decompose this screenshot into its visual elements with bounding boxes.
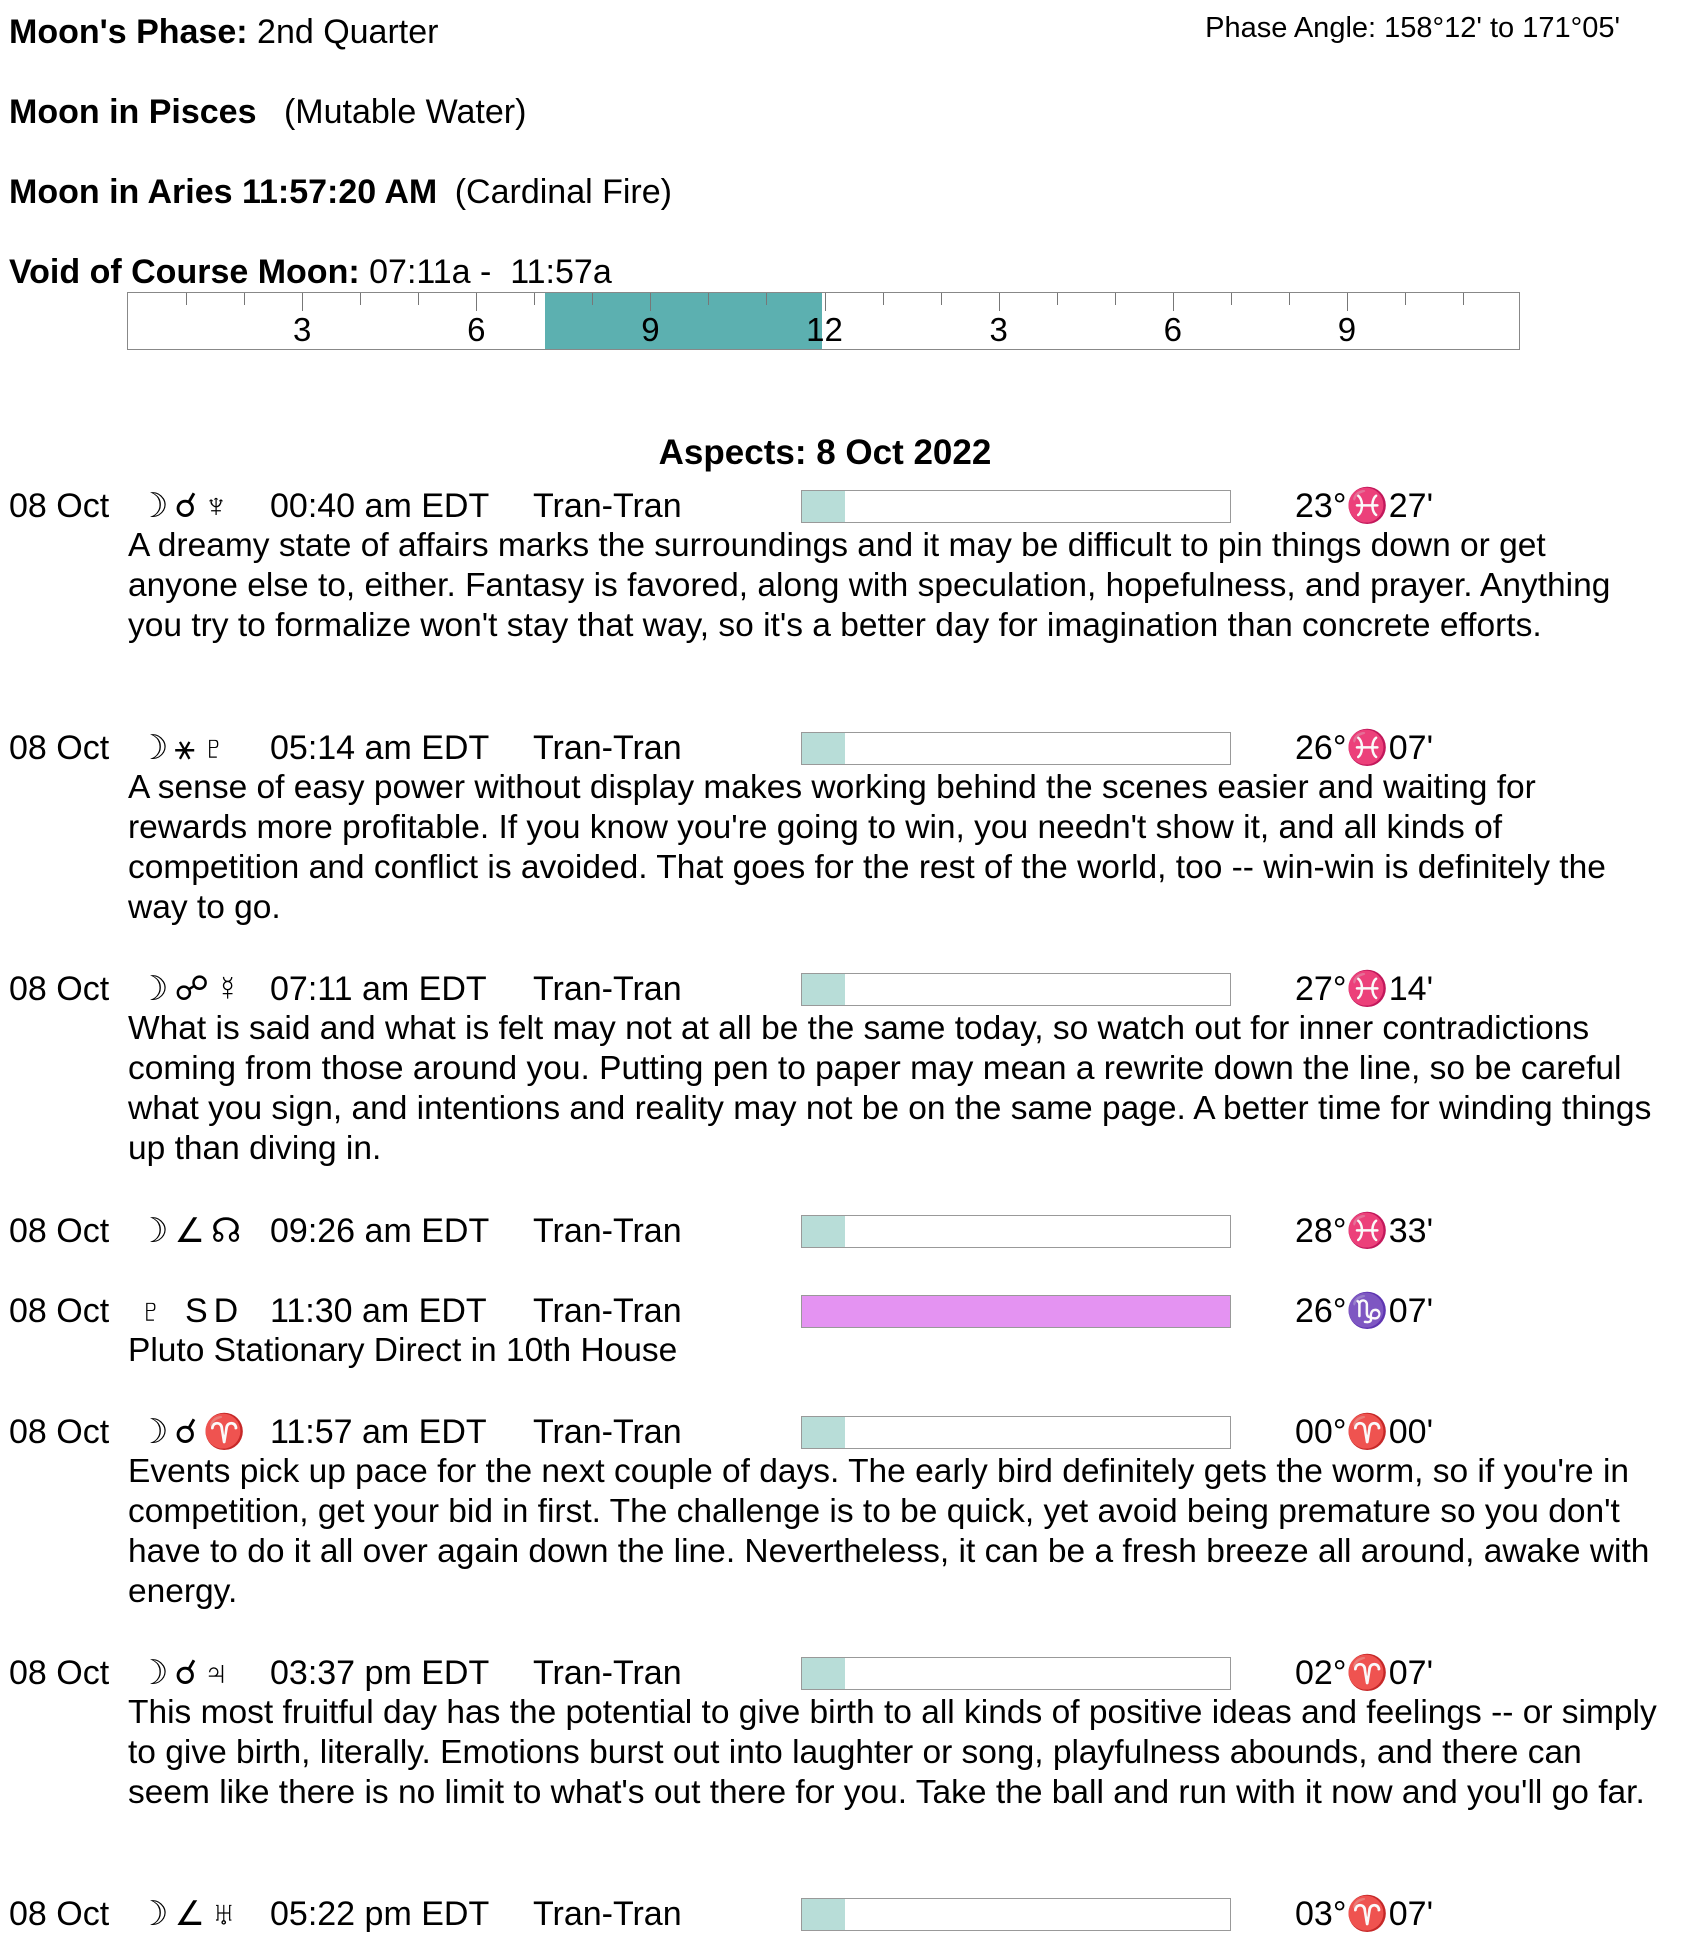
timeline-hour-label: 3 xyxy=(292,311,312,348)
phase-angle-value: 158°12' to 171°05' xyxy=(1384,12,1620,44)
timeline-tick xyxy=(999,293,1000,311)
aspect-strength-bar xyxy=(801,490,1231,523)
aspect-strength-bar xyxy=(801,1898,1231,1931)
timeline-tick xyxy=(1289,293,1290,305)
aspect-strength-bar xyxy=(801,1657,1231,1690)
aspect-glyphs: ☽☍☿ xyxy=(138,970,247,1008)
moon-phase-value: 2nd Quarter xyxy=(257,13,439,51)
aspect-time: 05:22 pm EDT xyxy=(270,1895,490,1933)
phase-angle-label: Phase Angle: xyxy=(1205,12,1377,44)
void-of-course-timeline xyxy=(127,292,1520,350)
aspect-time: 07:11 am EDT xyxy=(270,970,487,1008)
timeline-tick xyxy=(766,293,767,305)
aspect-type: Tran-Tran xyxy=(533,1292,682,1330)
aspect-date: 08 Oct xyxy=(9,1413,110,1451)
void-of-course-value: 07:11a - 11:57a xyxy=(369,253,612,291)
timeline-tick xyxy=(1463,293,1464,305)
timeline-hour-label: 6 xyxy=(1163,311,1182,348)
aspect-strength-fill xyxy=(802,1417,845,1448)
aspect-strength-bar xyxy=(801,1416,1231,1449)
moon-sign-label-1: Moon in Pisces xyxy=(9,93,257,131)
timeline-tick xyxy=(1231,293,1232,305)
timeline-tick xyxy=(534,293,535,305)
aspect-strength-bar xyxy=(801,1215,1231,1248)
aspect-type: Tran-Tran xyxy=(533,1654,682,1692)
aspect-header-line xyxy=(0,1653,1684,1693)
aspect-glyphs: ☽☌♆ xyxy=(138,487,235,525)
aspect-date: 08 Oct xyxy=(9,1895,110,1933)
aspect-strength-fill xyxy=(802,733,845,764)
aspect-type: Tran-Tran xyxy=(533,729,682,767)
aspect-entry xyxy=(0,1412,1684,1612)
moon-sign-value-1: (Mutable Water) xyxy=(283,93,527,131)
aspect-type: Tran-Tran xyxy=(533,487,682,525)
aspect-entry xyxy=(0,1894,1684,1934)
aspect-date: 08 Oct xyxy=(9,1654,110,1692)
aspect-entry xyxy=(0,728,1684,928)
phase-angle xyxy=(1205,10,1620,46)
aspect-position: 23°♓27' xyxy=(1295,487,1434,525)
timeline-tick xyxy=(244,293,245,305)
aspect-header-line xyxy=(0,1412,1684,1452)
timeline-tick xyxy=(650,293,651,311)
timeline-tick xyxy=(418,293,419,305)
timeline-tick xyxy=(1405,293,1406,305)
aspect-header-line xyxy=(0,1211,1684,1251)
aspect-entry xyxy=(0,1291,1684,1371)
aspect-position: 28°♓33' xyxy=(1295,1212,1434,1250)
timeline-tick xyxy=(1347,293,1348,311)
aspect-strength-fill xyxy=(802,1899,845,1930)
timeline-tick xyxy=(360,293,361,305)
aspect-position: 26°♓07' xyxy=(1295,729,1434,767)
timeline-tick xyxy=(825,293,826,311)
timeline-tick xyxy=(302,293,303,311)
aspect-entry xyxy=(0,486,1684,646)
aspect-position: 27°♓14' xyxy=(1295,970,1434,1008)
aspect-strength-bar xyxy=(801,1295,1231,1328)
aspect-strength-fill xyxy=(802,1296,1230,1327)
aspect-description: A dreamy state of affairs marks the surroundings and it may be difficult to pin things down or get anyone else to, either. Fantasy is favored, along with speculation, hopefulness, and prayer. Anything you try to formalize won't stay that way, so it's a better day for imagination than concrete efforts. xyxy=(128,527,1611,644)
aspect-position: 00°♈00' xyxy=(1295,1413,1434,1451)
aspect-time: 11:30 am EDT xyxy=(270,1292,487,1330)
timeline-tick xyxy=(1173,293,1174,311)
aspect-glyphs: ☽∠♅ xyxy=(138,1895,243,1933)
aspect-strength-fill xyxy=(802,974,845,1005)
aspect-date: 08 Oct xyxy=(9,1292,110,1330)
aspect-strength-bar xyxy=(801,973,1231,1006)
aspect-date: 08 Oct xyxy=(9,487,110,525)
aspect-entry xyxy=(0,1653,1684,1813)
aspect-strength-bar xyxy=(801,732,1231,765)
timeline-tick xyxy=(1115,293,1116,305)
aspect-glyphs: ♇ SD xyxy=(138,1292,245,1330)
aspect-time: 00:40 am EDT xyxy=(270,487,490,525)
moon-sign-row-2 xyxy=(9,172,672,212)
aspect-type: Tran-Tran xyxy=(533,970,682,1008)
aspect-position: 02°♈07' xyxy=(1295,1654,1434,1692)
aspect-description: What is said and what is felt may not at all be the same today, so watch out for inner contradictions coming from those around you. Putting pen to paper may mean a rewrite down the line, so be careful what you sign, and intentions and reality may not be on the same page. A better time for winding things up than diving in. xyxy=(128,1010,1652,1167)
timeline-hour-label: 12 xyxy=(806,311,843,348)
aspect-type: Tran-Tran xyxy=(533,1895,682,1933)
aspect-time: 11:57 am EDT xyxy=(270,1413,487,1451)
moon-phase-row xyxy=(9,12,438,52)
timeline-hour-label: 9 xyxy=(1337,311,1357,348)
timeline-hour-label: 3 xyxy=(989,311,1008,348)
timeline-tick xyxy=(592,293,593,305)
void-of-course-row xyxy=(9,252,612,292)
aspect-header-line xyxy=(0,1291,1684,1331)
aspect-time: 05:14 am EDT xyxy=(270,729,490,767)
moon-phase-label: Moon's Phase: xyxy=(9,13,248,51)
aspect-position: 26°♑07' xyxy=(1295,1292,1434,1330)
aspect-glyphs: ☽☌♃ xyxy=(138,1654,235,1692)
aspect-header-line xyxy=(0,969,1684,1009)
aspect-glyphs: ☽☌♈ xyxy=(138,1413,252,1451)
aspect-description: Events pick up pace for the next couple of days. The early bird definitely gets the worm, so if you're in competition, get your bid in first. The challenge is to be quick, yet avoid being premature so you don't have to do it all over again down the line. Nevertheless, it can be a fresh breeze all around, awake with energy. xyxy=(128,1453,1650,1610)
aspect-description: Pluto Stationary Direct in 10th House xyxy=(128,1332,678,1369)
aspect-date: 08 Oct xyxy=(9,970,110,1008)
void-of-course-label: Void of Course Moon: xyxy=(9,253,360,291)
aspect-description: A sense of easy power without display makes working behind the scenes easier and waiting for rewards more profitable. If you know you're going to win, you needn't show it, and all kinds of competition and conflict is avoided. That goes for the rest of the world, too -- win-win is definitely the way to go. xyxy=(128,769,1606,926)
timeline-tick xyxy=(883,293,884,305)
aspect-glyphs: ☽⚹♇ xyxy=(138,729,233,767)
aspect-time: 09:26 am EDT xyxy=(270,1212,490,1250)
aspect-description: This most fruitful day has the potential to give birth to all kinds of positive ideas and feelings -- or simply to give birth, literally. Emotions burst out into laughter or song, playfulness abounds, and there can seem like there is no limit to what's out there for you. Take the ball and run with it now and you'll go far. xyxy=(128,1694,1657,1811)
timeline-tick xyxy=(941,293,942,305)
timeline-tick xyxy=(186,293,187,305)
aspect-header-line xyxy=(0,728,1684,768)
aspect-header-line xyxy=(0,486,1684,526)
void-of-course-fill xyxy=(545,293,822,349)
aspect-entry xyxy=(0,1211,1684,1251)
moon-sign-label-2: Moon in Aries 11:57:20 AM xyxy=(9,173,438,211)
aspect-header-line xyxy=(0,1894,1684,1934)
moon-sign-value-2: (Cardinal Fire) xyxy=(454,173,672,211)
aspect-strength-fill xyxy=(802,1658,845,1689)
aspect-type: Tran-Tran xyxy=(533,1413,682,1451)
aspect-time: 03:37 pm EDT xyxy=(270,1654,490,1692)
aspect-strength-fill xyxy=(802,1216,845,1247)
moon-sign-row-1 xyxy=(9,92,526,132)
aspect-date: 08 Oct xyxy=(9,729,110,767)
aspects-title: Aspects: 8 Oct 2022 xyxy=(658,433,992,472)
timeline-hour-label: 9 xyxy=(641,311,660,348)
aspect-position: 03°♈07' xyxy=(1295,1895,1434,1933)
aspect-date: 08 Oct xyxy=(9,1212,110,1250)
timeline-tick xyxy=(708,293,709,305)
aspect-strength-fill xyxy=(802,491,845,522)
aspect-type: Tran-Tran xyxy=(533,1212,682,1250)
aspect-glyphs: ☽∠☊ xyxy=(138,1212,248,1250)
timeline-tick xyxy=(476,293,477,311)
aspect-entry xyxy=(0,969,1684,1169)
timeline-hour-label: 6 xyxy=(467,311,486,348)
timeline-tick xyxy=(1057,293,1058,305)
